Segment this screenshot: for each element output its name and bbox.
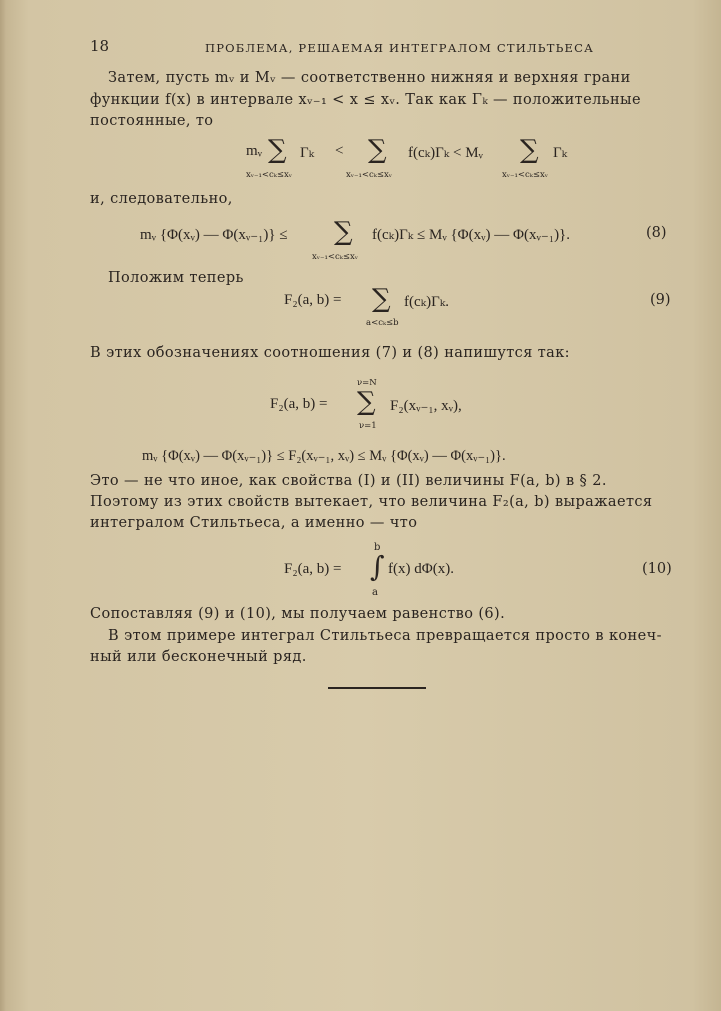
ineq1-left: mᵥ: [246, 143, 263, 159]
paragraph2-line1: Это — не что иное, как свойства (I) и (II) величины F(a, b) в § 2.: [90, 473, 607, 489]
eq9-index: a<cₖ≤b: [366, 318, 399, 328]
page-edge-shadow: [0, 0, 6, 1011]
eq8-right: f(cₖ)Γₖ ≤ Mᵥ {Φ(xᵥ) — Φ(xᵥ₋₁)}.: [372, 227, 571, 243]
ineq1-sum-3: ∑: [520, 135, 539, 165]
eqsum-bottom-limit: ν=1: [359, 421, 377, 431]
eq8-index: xᵥ₋₁<cₖ≤xᵥ: [312, 252, 358, 262]
eqsum-right: F₂(xᵥ₋₁, xᵥ),: [390, 398, 462, 414]
in-notation: В этих обозначениях соотношения (7) и (8) напишутся так:: [90, 345, 570, 361]
ineq1-term2: f(cₖ)Γₖ < Mᵥ: [408, 145, 483, 161]
eq9-number: (9): [650, 292, 671, 308]
eq8-sum: ∑: [334, 217, 353, 247]
eqsum-left: F₂(a, b) =: [270, 396, 328, 412]
ineq1-index-3: xᵥ₋₁<cₖ≤xᵥ: [502, 170, 548, 180]
eq8-left: mᵥ {Φ(xᵥ) — Φ(xᵥ₋₁)} ≤: [140, 227, 288, 243]
eq10-lower-limit: a: [372, 587, 378, 598]
ineq1-index-1: xᵥ₋₁<cₖ≤xᵥ: [246, 170, 292, 180]
eq10-right: f(x) dΦ(x).: [388, 561, 454, 577]
ineq1-term3: Γₖ: [553, 145, 568, 161]
paragraph1-line1: Затем, пусть mᵥ и Mᵥ — соответственно нижняя и верхняя грани: [108, 70, 631, 86]
end-rule: [328, 687, 426, 689]
now-put: Положим теперь: [108, 270, 244, 286]
eq10-integral: ∫: [370, 550, 385, 583]
paragraph2-line3: интегралом Стильтьеса, а именно — что: [90, 515, 418, 531]
ineq1-sum-2: ∑: [368, 135, 387, 165]
paragraph3-line2: В этом примере интеграл Стильтьеса превращается просто в конеч-: [108, 628, 662, 644]
paragraph3-line1: Сопоставляя (9) и (10), мы получаем равенство (6).: [90, 606, 506, 622]
page-number: 18: [90, 37, 110, 55]
ineq1-term1: Γₖ: [300, 145, 315, 161]
eq9-sum: ∑: [372, 284, 391, 314]
eq10-upper-limit: b: [374, 542, 381, 553]
paragraph3-line3: ный или бесконечный ряд.: [90, 649, 307, 665]
ineq1-rel1: <: [335, 143, 344, 159]
ineq1-index-2: xᵥ₋₁<cₖ≤xᵥ: [346, 170, 392, 180]
eq9-right: f(cₖ)Γₖ.: [404, 294, 450, 310]
eq9-left: F₂(a, b) =: [284, 292, 342, 308]
eq8-number: (8): [646, 225, 667, 241]
paragraph1-line2: функции f(x) в интервале xᵥ₋₁ < x ≤ xᵥ. Так как Γₖ — положительные: [90, 92, 641, 108]
eq10-number: (10): [642, 561, 672, 577]
and-therefore: и, следовательно,: [90, 191, 233, 207]
eq10-left: F₂(a, b) =: [284, 561, 342, 577]
eqsum-top-limit: ν=N: [357, 378, 377, 388]
paragraph1-line3: постоянные, то: [90, 113, 214, 129]
eqineq: mᵥ {Φ(xᵥ) — Φ(xᵥ₋₁)} ≤ F₂(xᵥ₋₁, xᵥ) ≤ Mᵥ {Φ(xᵥ) — Φ(xᵥ₋₁)}.: [142, 448, 506, 464]
eqsum-sum: ∑: [357, 387, 376, 417]
running-title: ПРОБЛЕМА, РЕШАЕМАЯ ИНТЕГРАЛОМ СТИЛЬТЬЕСА: [205, 41, 595, 55]
paragraph2-line2: Поэтому из этих свойств вытекает, что величина F₂(a, b) выражается: [90, 494, 653, 510]
ineq1-sum-1: ∑: [268, 135, 287, 165]
